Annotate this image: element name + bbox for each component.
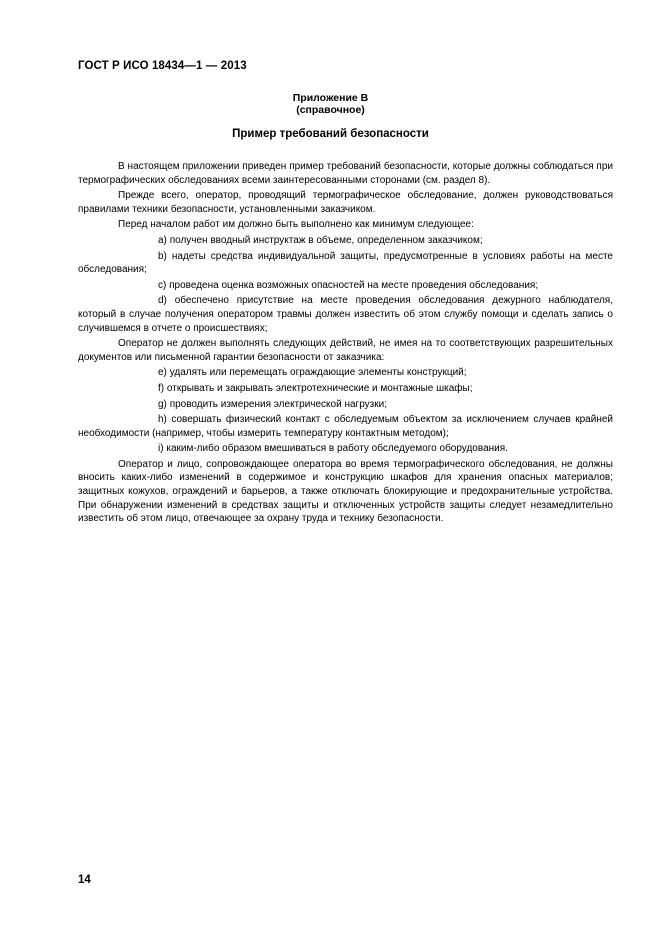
paragraph-before-work: Перед началом работ им должно быть выполнено как минимум следующее: <box>118 219 474 231</box>
list-marker: a) <box>158 234 167 246</box>
list-item-text: открывать и закрывать электротехнические и монтажные шкафы; <box>166 382 473 394</box>
page-number: 14 <box>78 874 91 886</box>
appendix-kind: (справочное) <box>296 104 365 116</box>
list-item-text: проведена оценка возможных опасностей на месте проведения обследования; <box>169 279 539 291</box>
list-item <box>78 279 613 293</box>
list-item <box>78 234 613 248</box>
paragraph-changes: Оператор и лицо, сопровождающее оператора во время термографического обследования, не должны вносить каких-либо изменений в содержимое и конструкцию шкафов для хранения опасных материалов; защитных кожухов, ограждений и барьеров, а также отключать блокирующие и предохранительные устройства. При обнаружении изменений в средствах защиты и отключенных устройств защиты следует незамедлительно известить об этом лицо, отвечающее за охрану труда и технику безопасности. <box>78 458 613 525</box>
list-item <box>78 250 613 277</box>
list-item <box>78 413 613 440</box>
list-item-text: удалять или перемещать ограждающие элементы конструкций; <box>169 367 467 379</box>
list-marker: f) <box>158 382 165 394</box>
list-marker: i) <box>158 443 164 455</box>
list-item <box>78 382 613 396</box>
list-marker: c) <box>158 279 167 291</box>
list-item <box>78 366 613 380</box>
paragraph-forbidden: Оператор не должен выполнять следующих действий, не имея на то соответствующих разрешительных документов или письменной гарантии безопасности от заказчика: <box>78 338 613 363</box>
standard-code-header: ГОСТ Р ИСО 18434—1 — 2013 <box>78 60 247 72</box>
list-item <box>78 294 613 335</box>
list-marker: h) <box>158 414 167 426</box>
list-marker: g) <box>158 398 167 410</box>
paragraph-rules: Прежде всего, оператор, проводящий термографическое обследование, должен руководствоваться правилами техники безопасности, установленными заказчиком. <box>78 190 613 215</box>
list-item-text: каким-либо образом вмешиваться в работу обследуемого оборудования. <box>166 443 508 455</box>
appendix-title: Приложение В <box>292 92 369 104</box>
list-marker: b) <box>158 250 167 262</box>
list-before-work <box>78 234 613 335</box>
list-forbidden-actions <box>78 366 613 456</box>
list-item-text: совершать физический контакт с обследуемым объектом за исключением случаев крайней необходимости (например, чтобы измерить температуру контактным методом); <box>78 414 613 439</box>
list-item <box>78 442 613 456</box>
section-title: Пример требований безопасности <box>232 128 429 140</box>
body-text <box>78 160 613 526</box>
list-item <box>78 398 613 412</box>
appendix-heading <box>0 92 661 116</box>
list-item-text: проводить измерения электрической нагрузки; <box>169 398 387 410</box>
list-item-text: обеспечено присутствие на месте проведения обследования дежурного наблюдателя, который в случае получения оператором травмы должен известить об этом службу помощи и сделать запись о случившемся в отчете о происшествиях; <box>78 295 613 334</box>
list-marker: d) <box>158 295 167 307</box>
list-item-text: получен вводный инструктаж в объеме, определенном заказчиком; <box>169 234 483 246</box>
list-item-text: надеты средства индивидуальной защиты, предусмотренные в условиях работы на месте обследования; <box>78 250 613 276</box>
paragraph-intro: В настоящем приложении приведен пример требований безопасности, которые должны соблюдаться при термографических обследованиях всеми заинтересованными сторонами (см. раздел 8). <box>78 161 613 186</box>
list-marker: e) <box>158 367 167 379</box>
